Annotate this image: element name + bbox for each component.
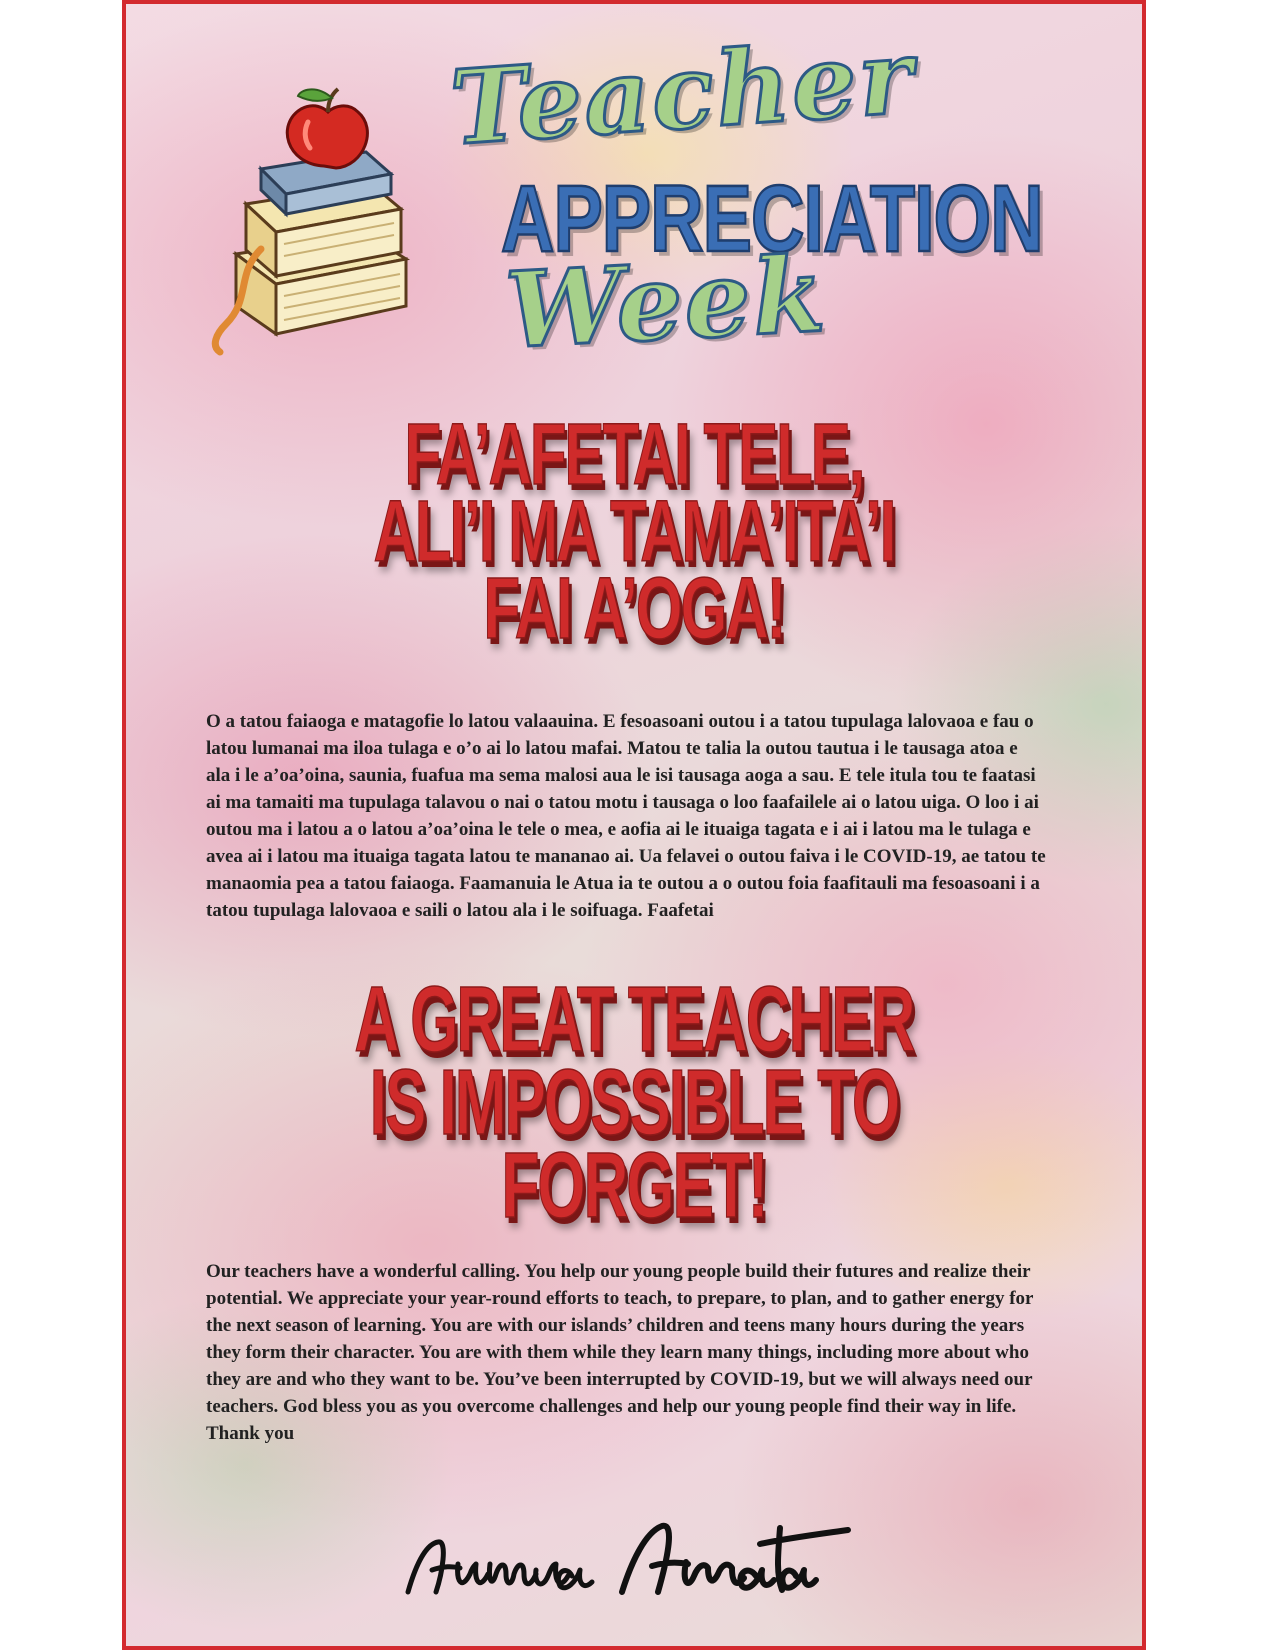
logo-word-teacher: Teacher	[446, 16, 919, 169]
samoan-headline	[126, 405, 1142, 657]
logo-word-week: Week	[502, 232, 830, 372]
signature	[396, 1504, 866, 1604]
english-headline-line3: FORGET!	[501, 1134, 767, 1238]
english-headline	[126, 968, 1142, 1238]
english-headline-line2: IS IMPOSSIBLE TO	[369, 1051, 899, 1155]
english-message: Our teachers have a wonderful calling. You help our young people build their futures and realize their potential. We appreciate your year-round efforts to teach, to prepare, to plan, and to gather energy for the next season of learning. You are with our islands’ children and teens many hours during the years they form their character. You are with them while they learn many things, including more about who they are and who they want to be. You’ve been interrupted by COVID-19, but we will always need our teachers. God bless you as you overcome challenges and help our young people find their way in life. Thank you	[206, 1261, 1034, 1444]
apple-icon	[287, 89, 367, 168]
books-icon	[215, 152, 406, 352]
samoan-headline-line1: FA’AFETAI TELE,	[404, 405, 864, 503]
samoan-headline-line3: FAI A’OGA!	[483, 559, 785, 657]
logo-word-appreciation: APPRECIATION	[501, 165, 1043, 272]
books-apple-icon	[206, 84, 426, 364]
samoan-message: O a tatou faiaoga e matagofie lo latou valaauina. E fesoasoani outou i a tatou tupulaga lalovaoa e fau o latou lumanai ma iloa tulaga e o’o ai lo latou mafai. Matou te talia la outou tautua i le tausaga atoa e ala i le a’oa’oina, saunia, fuafua ma sema malosi aua le isi tausaga aoga a sau. E tele itula tou te faatasi ai ma tamaiti ma tupulaga talavou o nai o tatou motu i tausaga o loo faafailele ai o latou uiga. O loo i ai outou ma i latou a o latou a’oa’oina le tele o mea, e aofia ai le ituaiga tagata e i ai i latou ma le tulaga e avea ai i latou ma ituaiga tagata latou te mananao ai. Ua felavei o outou faiva i le COVID-19, ae tatou te manaomia pea a tatou faiaoga. Faamanuia le Atua ia te outou a o outou foia faafitauli ma fesoasoani i a tatou tupulaga lalovaoa e saili o latou ala i le soifuaga. Faafetai	[206, 711, 1046, 921]
poster	[122, 0, 1146, 1650]
english-headline-line1: A GREAT TEACHER	[354, 968, 914, 1072]
teacher-appreciation-week-logo	[206, 16, 1066, 394]
samoan-headline-line2: ALI’I MA TAMA’ITA’I	[373, 482, 895, 580]
